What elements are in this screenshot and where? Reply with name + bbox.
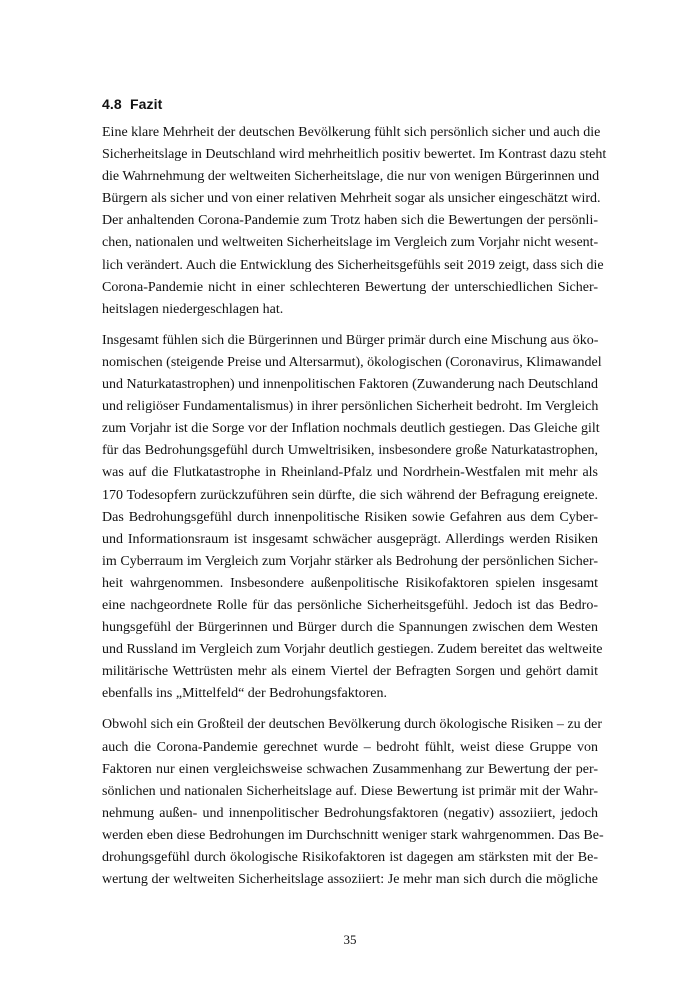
body-text xyxy=(102,122,607,891)
text-line: sönlichen und nationalen Sicherheitslage auf. Diese Bewertung ist primär mit der Wahr- xyxy=(102,783,598,799)
text-line: Corona-Pandemie nicht in einer schlechteren Bewertung der unterschiedlichen Sicher- xyxy=(102,279,598,295)
paragraph xyxy=(102,122,607,321)
text-line: heit wahrgenommen. Insbesondere außenpolitische Risikofaktoren spielen insgesamt xyxy=(102,575,598,591)
text-line: eine nachgeordnete Rolle für das persönliche Sicherheitsgefühl. Jedoch ist das Bedro- xyxy=(102,597,598,613)
text-line: und religiöser Fundamentalismus) in ihrer persönlichen Sicherheit bedroht. Im Vergleich xyxy=(102,399,599,415)
text-line: Der anhaltenden Corona-Pandemie zum Trotz haben sich die Bewertungen der persönli- xyxy=(102,213,598,229)
text-line: die Wahrnehmung der weltweiten Sicherheitslage, die nur von wenigen Bürgerinnen und xyxy=(102,169,600,185)
text-line: drohungsgefühl durch ökologische Risikofaktoren ist dagegen am stärksten mit der Be- xyxy=(102,850,598,865)
text-line: Obwohl sich ein Großteil der deutschen Bevölkerung durch ökologische Risiken – zu der xyxy=(102,717,602,733)
section-title: Fazit xyxy=(130,96,163,112)
text-line: Insgesamt fühlen sich die Bürgerinnen und Bürger primär durch eine Mischung aus öko- xyxy=(102,332,599,348)
text-line: ebenfalls ins „Mittelfeld“ der Bedrohungsfaktoren. xyxy=(102,686,387,702)
text-line: Faktoren nur einen vergleichsweise schwachen Zusammenhang zur Bewertung der per- xyxy=(102,761,598,777)
text-line: 170 Todesopfern zurückzuführen sein dürfte, die sich während der Befragung ereignete. xyxy=(102,487,598,503)
text-line: heitslagen niedergeschlagen hat. xyxy=(102,301,284,317)
text-line: chen, nationalen und weltweiten Sicherheitslage im Vergleich zum Vorjahr nicht wesent- xyxy=(102,235,599,251)
text-line: und Naturkatastrophen) und innenpolitischen Faktoren (Zuwanderung nach Deutschland xyxy=(102,377,598,393)
document-page xyxy=(102,96,607,900)
text-line: Bürgern als sicher und von einer relativen Mehrheit sogar als unsicher eingeschätzt wird. xyxy=(102,191,601,207)
text-line: und Informationsraum ist insgesamt schwächer ausgeprägt. Allerdings werden Risiken xyxy=(102,531,598,547)
text-line: hungsgefühl der Bürgerinnen und Bürger durch die Spannungen zwischen dem Westen xyxy=(102,620,598,636)
text-line: lich verändert. Auch die Entwicklung des Sicherheitsgefühls seit 2019 zeigt, dass sich die xyxy=(102,257,604,273)
text-line: werden eben diese Bedrohungen im Durchschnitt weniger stark wahrgenommen. Das Be- xyxy=(102,827,604,843)
text-line: auch die Corona-Pandemie gerechnet wurde – bedroht fühlt, weist diese Gruppe von xyxy=(102,739,598,755)
text-line: im Cyberraum im Vergleich zum Vorjahr stärker als Bedrohung der persönlichen Sicher- xyxy=(102,553,598,569)
text-line: nehmung außen- und innenpolitischer Bedrohungsfaktoren (negativ) assoziiert, jedoch xyxy=(102,805,598,821)
paragraph xyxy=(102,714,604,891)
text-line: was auf die Flutkatastrophe in Rheinland-Pfalz und Nordrhein-Westfalen mit mehr als xyxy=(102,465,598,481)
section-heading xyxy=(102,96,598,112)
text-line: Sicherheitslage in Deutschland wird mehrheitlich positiv bewertet. Im Kontrast dazu steht xyxy=(102,147,607,163)
text-line: Das Bedrohungsgefühl durch innenpolitische Risiken sowie Gefahren aus dem Cyber- xyxy=(102,509,598,525)
text-line: zum Vorjahr ist die Sorge vor der Inflation nochmals deutlich gestiegen. Das Gleiche gilt xyxy=(102,421,600,437)
text-line: wertung der weltweiten Sicherheitslage assoziiert: Je mehr man sich durch die mögliche xyxy=(102,872,598,888)
page-number: 35 xyxy=(343,932,357,947)
section-number: 4.8 xyxy=(102,96,122,112)
text-line: nomischen (steigende Preise und Altersarmut), ökologischen (Coronavirus, Klimawandel xyxy=(102,354,602,370)
text-line: militärische Wettrüsten mehr als einem Viertel der Befragten Sorgen und gehört damit xyxy=(102,664,598,680)
text-line: für das Bedrohungsgefühl durch Umweltrisiken, insbesondere große Naturkatastrophen, xyxy=(102,443,598,459)
text-line: und Russland im Vergleich zum Vorjahr deutlich gestiegen. Zudem bereitet das weltweite xyxy=(102,642,603,658)
paragraph xyxy=(102,330,603,706)
text-line: Eine klare Mehrheit der deutschen Bevölkerung fühlt sich persönlich sicher und auch die xyxy=(102,125,601,140)
